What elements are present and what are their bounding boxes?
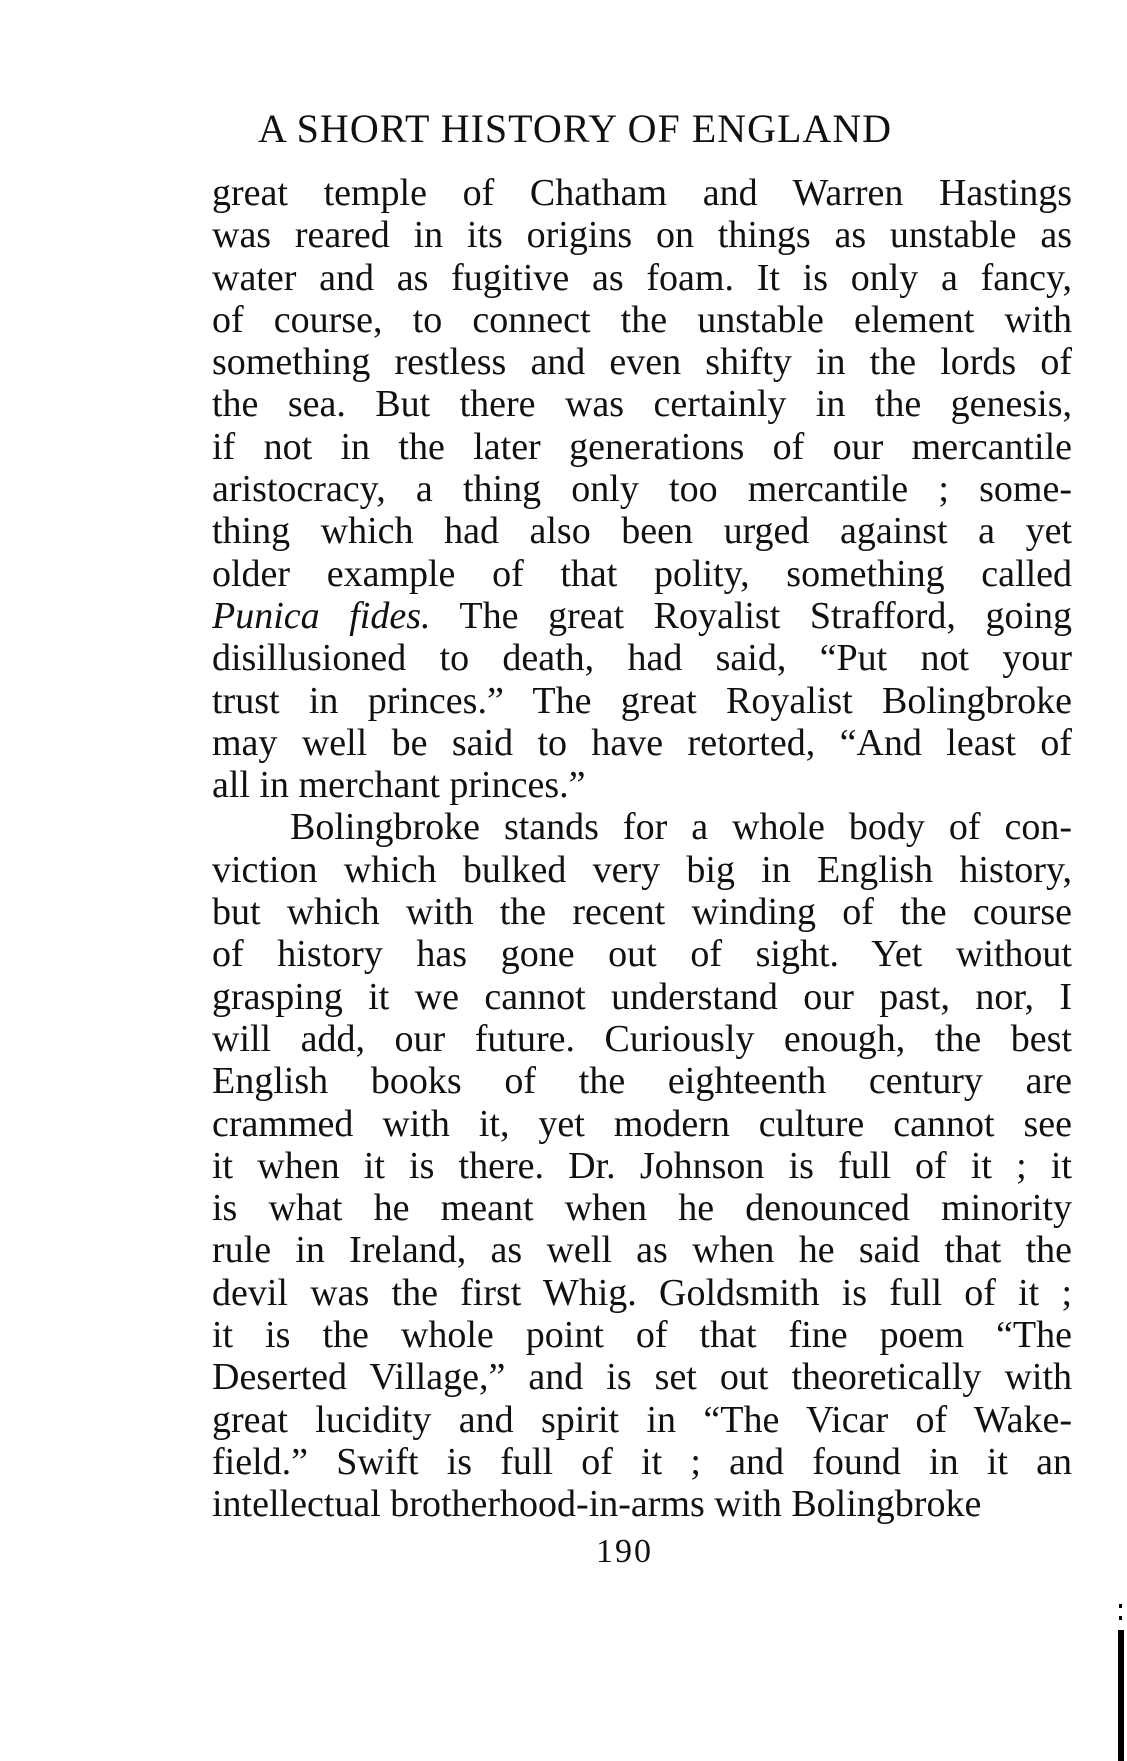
text-line: devil was the first Whig. Goldsmith is full of it ;: [212, 1271, 1072, 1314]
text-line: of history has gone out of sight. Yet without: [212, 933, 1072, 976]
text-line: may well be said to have retorted, “And least of: [212, 721, 1072, 764]
text-line: Deserted Village,” and is set out theoretically with: [212, 1356, 1072, 1399]
line-continuation: The great Royalist Strafford, going: [430, 594, 1072, 637]
text-line: rule in Ireland, as well as when he said that the: [212, 1229, 1072, 1272]
text-line: it is the whole point of that fine poem “The: [212, 1314, 1072, 1357]
text-line: water and as fugitive as foam. It is only a fancy,: [212, 256, 1072, 299]
italic-phrase: Punica fides.: [212, 594, 431, 637]
running-head: A SHORT HISTORY OF ENGLAND: [258, 106, 893, 151]
text-line: will add, our future. Curiously enough, the best: [212, 1017, 1072, 1060]
text-line: field.” Swift is full of it ; and found in it an: [212, 1440, 1072, 1483]
paragraph-first-line: Bolingbroke stands for a whole body of con-: [290, 806, 1072, 849]
text-line: is what he meant when he denounced minority: [212, 1187, 1072, 1230]
text-line: grasping it we cannot understand our past, nor, I: [212, 975, 1072, 1018]
text-line: all in merchant princes.”: [212, 764, 586, 807]
text-line: of course, to connect the unstable element with: [212, 298, 1072, 341]
text-line: something restless and even shifty in the lords of: [212, 341, 1072, 384]
text-line: but which with the recent winding of the course: [212, 891, 1072, 934]
text-line: intellectual brotherhood-in-arms with Bolingbroke: [212, 1483, 982, 1526]
scan-edge-mark: [1118, 1630, 1124, 1761]
text-line: older example of that polity, something called: [212, 552, 1072, 595]
text-line: aristocracy, a thing only too mercantile ; some-: [212, 468, 1072, 511]
text-line: it when it is there. Dr. Johnson is full of it ; it: [212, 1144, 1072, 1187]
text-line: was reared in its origins on things as unstable as: [212, 214, 1072, 257]
text-line: English books of the eighteenth century are: [212, 1060, 1072, 1103]
text-line: trust in princes.” The great Royalist Bolingbroke: [212, 679, 1072, 722]
text-line: the sea. But there was certainly in the genesis,: [212, 383, 1072, 426]
scan-edge-dot: [1119, 1616, 1122, 1620]
text-line: viction which bulked very big in English history,: [212, 848, 1072, 891]
text-line: crammed with it, yet modern culture cannot see: [212, 1102, 1072, 1145]
page-number: 190: [596, 1533, 653, 1570]
text-line: thing which had also been urged against a yet: [212, 510, 1072, 553]
scan-edge-dot: [1119, 1604, 1122, 1608]
text-line: great temple of Chatham and Warren Hastings: [212, 172, 1072, 214]
text-line: great lucidity and spirit in “The Vicar of Wake-: [212, 1398, 1072, 1441]
text-line: [212, 595, 1072, 637]
body-text: [212, 172, 1072, 1526]
text-line: disillusioned to death, had said, “Put not your: [212, 637, 1072, 680]
text-line: if not in the later generations of our mercantile: [212, 425, 1072, 468]
